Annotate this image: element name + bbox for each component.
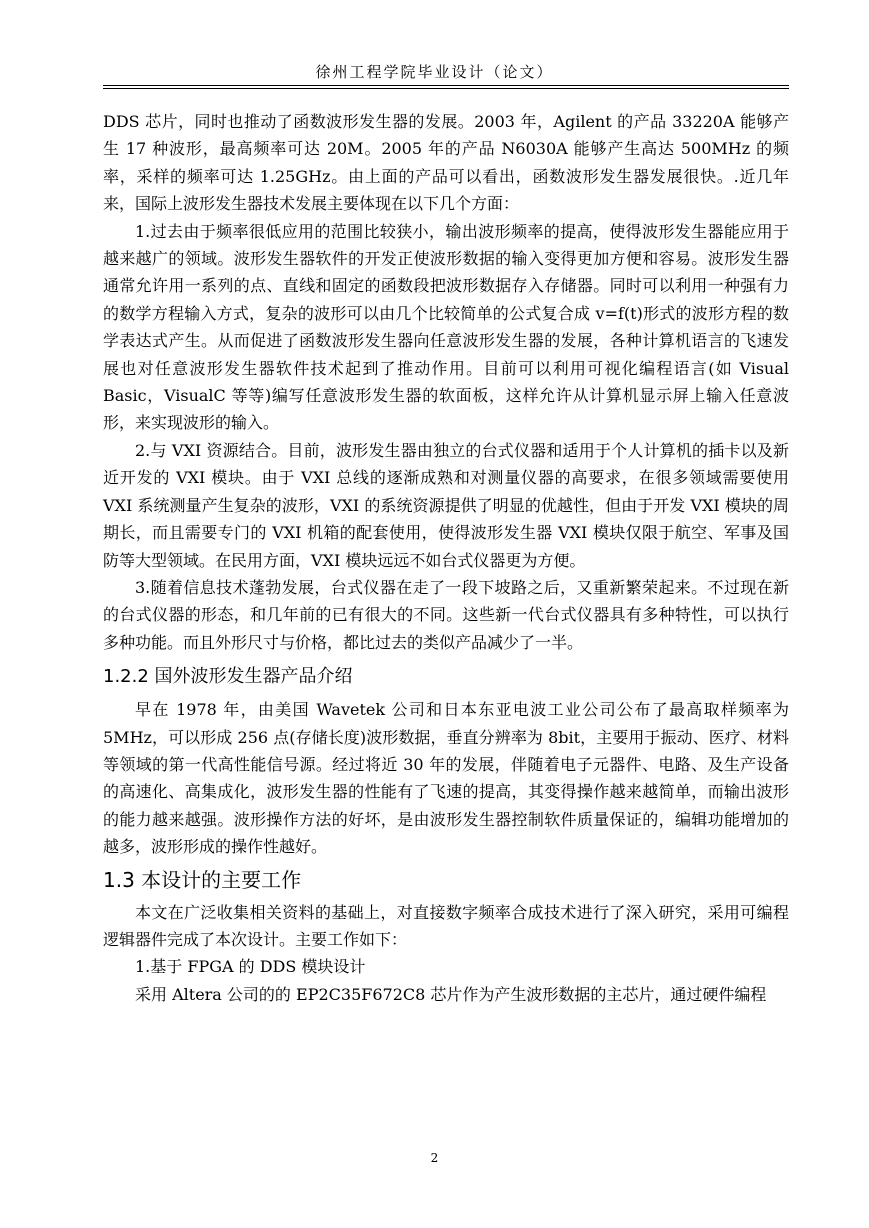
paragraph: 2.与 VXI 资源结合。目前，波形发生器由独立的台式仪器和适用于个人计算机的插卡以及新近开发的 VXI 模块。由于 VXI 总线的逐渐成熟和对测量仪器的高要求，在很多领域需要使用 VXI 系统测量产生复杂的波形，VXI 的系统资源提供了明显的优越性，但由于开发 VXI 模块的周期长，而且需要专门的 VXI 机箱的配套使用，使得波形发生器 VXI 模块仅限于航空、军事及国防等大型领域。在民用方面，VXI 模块远远不如台式仪器更为方便。 [103, 440, 789, 570]
paragraph: DDS 芯片，同时也推动了函数波形发生器的发展。2003 年，Agilent 的产品 33220A 能够产生 17 种波形，最高频率可达 20M。2005 年的产品 N6030A 能够产生高达 500MHz 的频率，采样的频率可达 1.25GHz。由上面的产品可以看出，函数波形发生器发展很快。.近几年来，国际上波形发生器技术发展主要体现在以下几个方面： [103, 112, 789, 214]
paragraph: 早在 1978 年，由美国 Wavetek 公司和日本东亚电波工业公司公布了最高取样频率为 5MHz，可以形成 256 点(存储长度)波形数据，垂直分辨率为 8bit，主要用于振动、医疗、材料等领域的第一代高性能信号源。经过将近 30 年的发展，伴随着电子元器件、电路、及生产设备的高速化、高集成化，波形发生器的性能有了飞速的提高，其变得操作越来越简单，而输出波形的能力越来越强。波形操作方法的好坏，是由波形发生器控制软件质量保证的，编辑功能增加的越多，波形形成的操作性越好。 [103, 700, 789, 857]
section-heading: 1.3 本设计的主要工作 [103, 867, 302, 892]
document-body [103, 108, 789, 1008]
paragraph: 1.基于 FPGA 的 DDS 模块设计 [135, 957, 366, 977]
paragraph: 1.过去由于频率很低应用的范围比较狭小，输出波形频率的提高，使得波形发生器能应用于越来越广的领域。波形发生器软件的开发正使波形数据的输入变得更加方便和容易。波形发生器通常允许用一系列的点、直线和固定的函数段把波形数据存入存储器。同时可以利用一种强有力的数学方程输入方式，复杂的波形可以由几个比较简单的公式复合成 v=f(t)形式的波形方程的数学表达式产生。从而促进了函数波形发生器向任意波形发生器的发展，各种计算机语言的飞速发展也对任意波形发生器软件技术起到了推动作用。目前可以利用可视化编程语言(如 Visual Basic，VisualC 等等)编写任意波形发生器的软面板，这样允许从计算机显示屏上输入任意波形，来实现波形的输入。 [103, 221, 789, 433]
paragraph: 3.随着信息技术蓬勃发展，台式仪器在走了一段下坡路之后，又重新繁荣起来。不过现在新的台式仪器的形态，和几年前的已有很大的不同。这些新一代台式仪器具有多种特性，可以执行多种功能。而且外形尺寸与价格，都比过去的类似产品减少了一半。 [103, 577, 789, 652]
page-number: 2 [430, 1151, 439, 1165]
paragraph: 本文在广泛收集相关资料的基础上，对直接数字频率合成技术进行了深入研究，采用可编程逻辑器件完成了本次设计。主要工作如下： [103, 902, 789, 949]
header-rule-thin [103, 88, 789, 89]
header-rule [103, 85, 789, 86]
paragraph: 采用 Altera 公司的的 EP2C35F672C8 芯片作为产生波形数据的主芯片，通过硬件编程 [135, 984, 767, 1004]
page-header: 徐州工程学院毕业设计（论文） [315, 63, 554, 81]
section-heading: 1.2.2 国外波形发生器产品介绍 [103, 666, 353, 688]
